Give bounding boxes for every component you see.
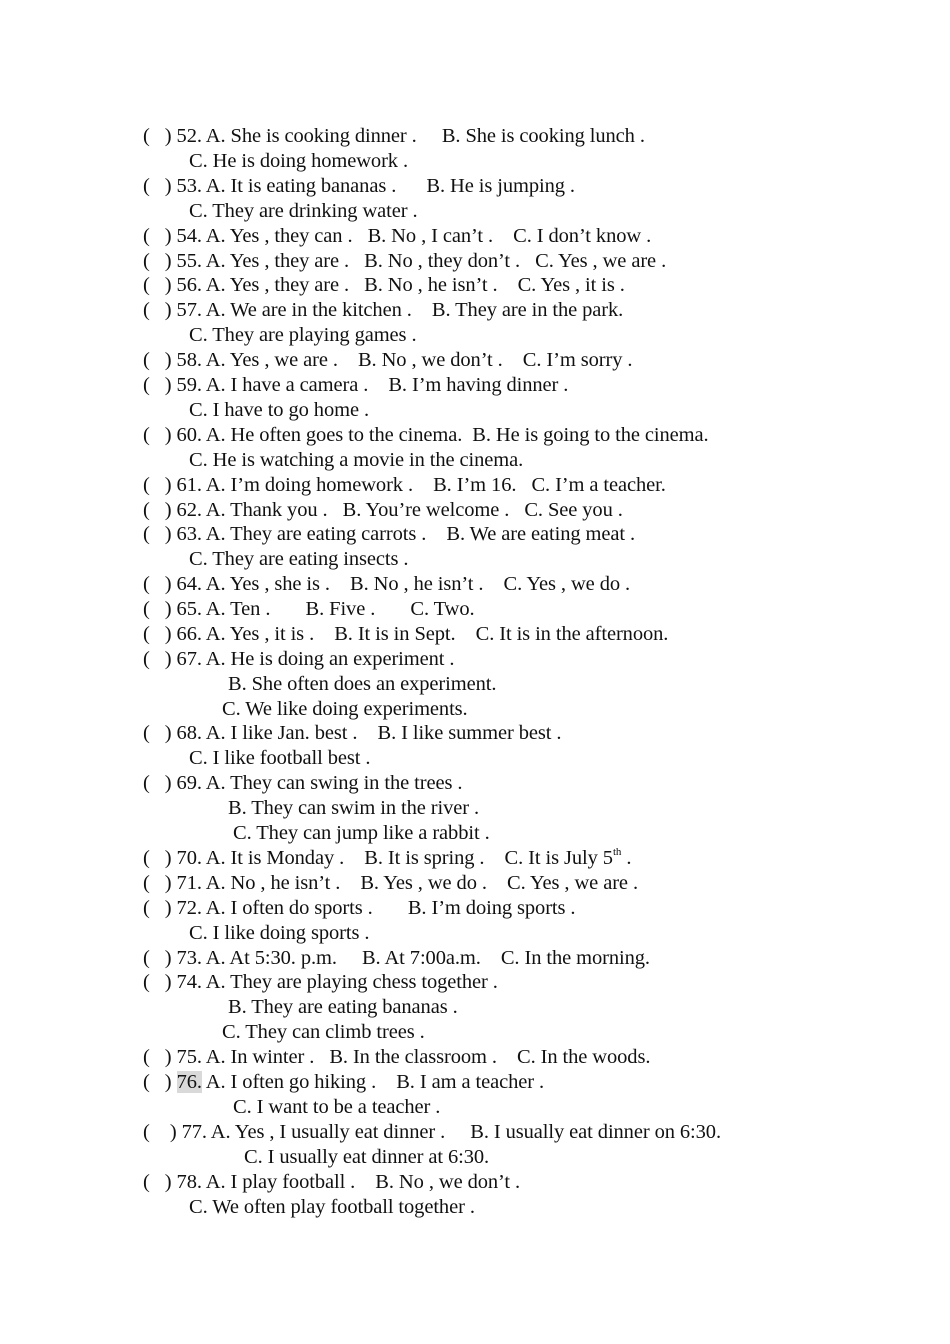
question-69-option-c: C. They can jump like a rabbit .: [233, 822, 490, 844]
question-61: ( ) 61. A. I’m doing homework . B. I’m 16. C. I’m a teacher.: [143, 474, 666, 496]
question-53: ( ) 53. A. It is eating bananas . B. He is jumping .: [143, 175, 575, 197]
question-74-option-b: B. They are eating bananas .: [228, 996, 458, 1018]
question-63: ( ) 63. A. They are eating carrots . B. We are eating meat .: [143, 523, 636, 545]
question-62: ( ) 62. A. Thank you . B. You’re welcome . C. See you .: [143, 499, 623, 521]
question-53-option-c: C. They are drinking water .: [189, 200, 418, 222]
question-59-option-c: C. I have to go home .: [189, 399, 369, 421]
question-72-option-c: C. I like doing sports .: [189, 922, 370, 944]
question-73: ( ) 73. A. At 5:30. p.m. B. At 7:00a.m. C. In the morning.: [143, 947, 650, 969]
question-76-option-c: C. I want to be a teacher .: [233, 1096, 441, 1118]
question-54: ( ) 54. A. Yes , they can . B. No , I can’t . C. I don’t know .: [143, 225, 652, 247]
question-66: ( ) 66. A. Yes , it is . B. It is in Sept. C. It is in the afternoon.: [143, 623, 669, 645]
question-68-option-c: C. I like football best .: [189, 747, 371, 769]
question-78-option-c: C. We often play football together .: [189, 1196, 475, 1218]
question-58: ( ) 58. A. Yes , we are . B. No , we don’t . C. I’m sorry .: [143, 349, 633, 371]
question-68: ( ) 68. A. I like Jan. best . B. I like summer best .: [143, 722, 562, 744]
question-67: ( ) 67. A. He is doing an experiment .: [143, 648, 455, 670]
superscript-th: th: [612, 846, 622, 858]
question-70: ( ) 70. A. It is Monday . B. It is spring . C. It is July 5th .: [143, 846, 632, 869]
question-76: ( ) 76. A. I often go hiking . B. I am a teacher .: [143, 1071, 544, 1093]
question-60: ( ) 60. A. He often goes to the cinema. B. He is going to the cinema.: [143, 424, 709, 446]
question-52-option-c: C. He is doing homework .: [189, 150, 408, 172]
question-60-option-c: C. He is watching a movie in the cinema.: [189, 449, 524, 471]
highlighted-question-number: 76.: [176, 1071, 202, 1093]
question-67-option-b: B. She often does an experiment.: [228, 673, 497, 695]
question-65: ( ) 65. A. Ten . B. Five . C. Two.: [143, 598, 475, 620]
question-69: ( ) 69. A. They can swing in the trees .: [143, 772, 463, 794]
question-77-option-c: C. I usually eat dinner at 6:30.: [244, 1146, 490, 1168]
question-78: ( ) 78. A. I play football . B. No , we don’t .: [143, 1171, 521, 1193]
question-59: ( ) 59. A. I have a camera . B. I’m having dinner .: [143, 374, 569, 396]
question-57: ( ) 57. A. We are in the kitchen . B. They are in the park.: [143, 299, 624, 321]
question-69-option-b: B. They can swim in the river .: [228, 797, 480, 819]
question-74: ( ) 74. A. They are playing chess together .: [143, 971, 498, 993]
question-77: ( ) 77. A. Yes , I usually eat dinner . B. I usually eat dinner on 6:30.: [143, 1121, 721, 1143]
question-67-option-c: C. We like doing experiments.: [222, 698, 468, 720]
question-52: ( ) 52. A. She is cooking dinner . B. She is cooking lunch .: [143, 125, 645, 147]
question-55: ( ) 55. A. Yes , they are . B. No , they don’t . C. Yes , we are .: [143, 250, 667, 272]
question-64: ( ) 64. A. Yes , she is . B. No , he isn’t . C. Yes , we do .: [143, 573, 631, 595]
question-74-option-c: C. They can climb trees .: [222, 1021, 425, 1043]
question-72: ( ) 72. A. I often do sports . B. I’m doing sports .: [143, 897, 576, 919]
question-63-option-c: C. They are eating insects .: [189, 548, 409, 570]
question-56: ( ) 56. A. Yes , they are . B. No , he isn’t . C. Yes , it is .: [143, 274, 625, 296]
question-71: ( ) 71. A. No , he isn’t . B. Yes , we do . C. Yes , we are .: [143, 872, 638, 894]
question-57-option-c: C. They are playing games .: [189, 324, 417, 346]
question-75: ( ) 75. A. In winter . B. In the classroom . C. In the woods.: [143, 1046, 651, 1068]
